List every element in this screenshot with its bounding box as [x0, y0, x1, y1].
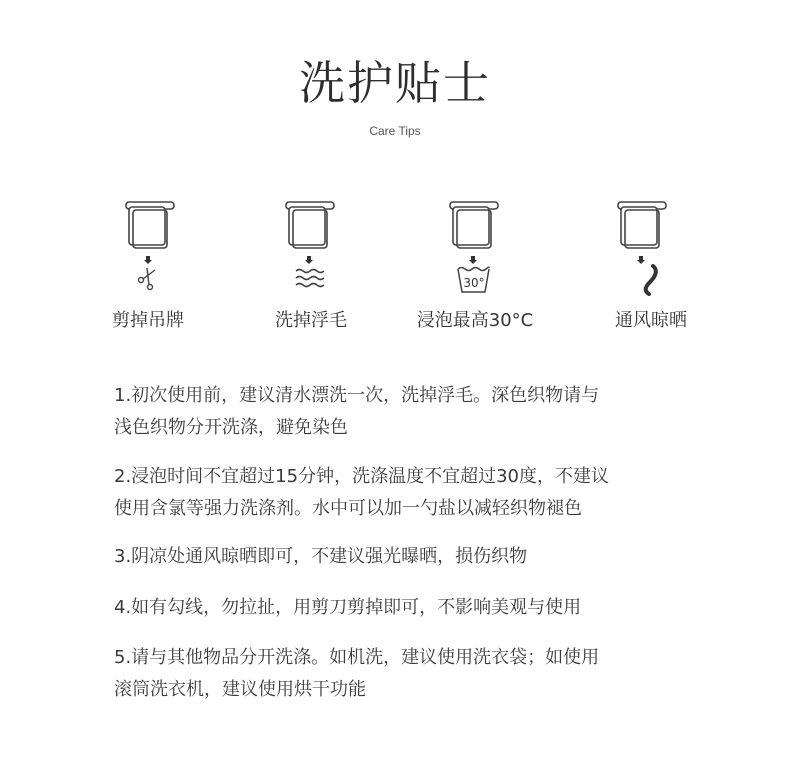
wash-temp-text: 30° [463, 276, 485, 290]
care-item-wash-lint [226, 196, 396, 331]
tip-item [114, 461, 734, 525]
care-label-soak-30: 浸泡最高30°C [416, 310, 534, 331]
tip-item [114, 541, 734, 573]
page-title: 洗护贴士 [299, 56, 491, 110]
towel-wash-30-icon [390, 196, 560, 296]
care-label-cut-tag: 剪掉吊牌 [112, 310, 184, 331]
tip-1-line-2: 浅色织物分开洗涤，避免染色 [114, 417, 348, 438]
care-label-wash-lint: 洗掉浮毛 [275, 310, 347, 331]
towel-hang-dry-icon [566, 196, 736, 296]
tip-item [114, 642, 734, 706]
tip-1-line-1: 1.初次使用前，建议清水漂洗一次，洗掉浮毛。深色织物请与 [114, 385, 600, 406]
care-item-hang-dry [566, 196, 736, 331]
towel-cut-tag-icon [63, 196, 233, 296]
care-icon-row [0, 196, 790, 346]
tip-item [114, 380, 734, 444]
towel-water-icon [226, 196, 396, 296]
page-subtitle: Care Tips [369, 124, 421, 138]
tip-5-line-1: 5.请与其他物品分开洗涤。如机洗，建议使用洗衣袋；如使用 [114, 647, 600, 668]
care-item-cut-tag [63, 196, 233, 331]
care-label-hang-dry: 通风晾晒 [615, 310, 687, 331]
care-item-soak-30 [390, 196, 560, 331]
tip-item [114, 592, 734, 624]
tip-5-line-2: 滚筒洗衣机，建议使用烘干功能 [114, 679, 366, 700]
tip-2-line-2: 使用含氯等强力洗涤剂。水中可以加一勺盐以减轻织物褪色 [114, 498, 582, 519]
tip-4-line-1: 4.如有勾线，勿拉扯，用剪刀剪掉即可，不影响美观与使用 [114, 597, 582, 618]
tip-3-line-1: 3.阴凉处通风晾晒即可，不建议强光曝晒，损伤织物 [114, 546, 528, 567]
tip-2-line-1: 2.浸泡时间不宜超过15分钟，洗涤温度不宜超过30度，不建议 [114, 466, 609, 487]
